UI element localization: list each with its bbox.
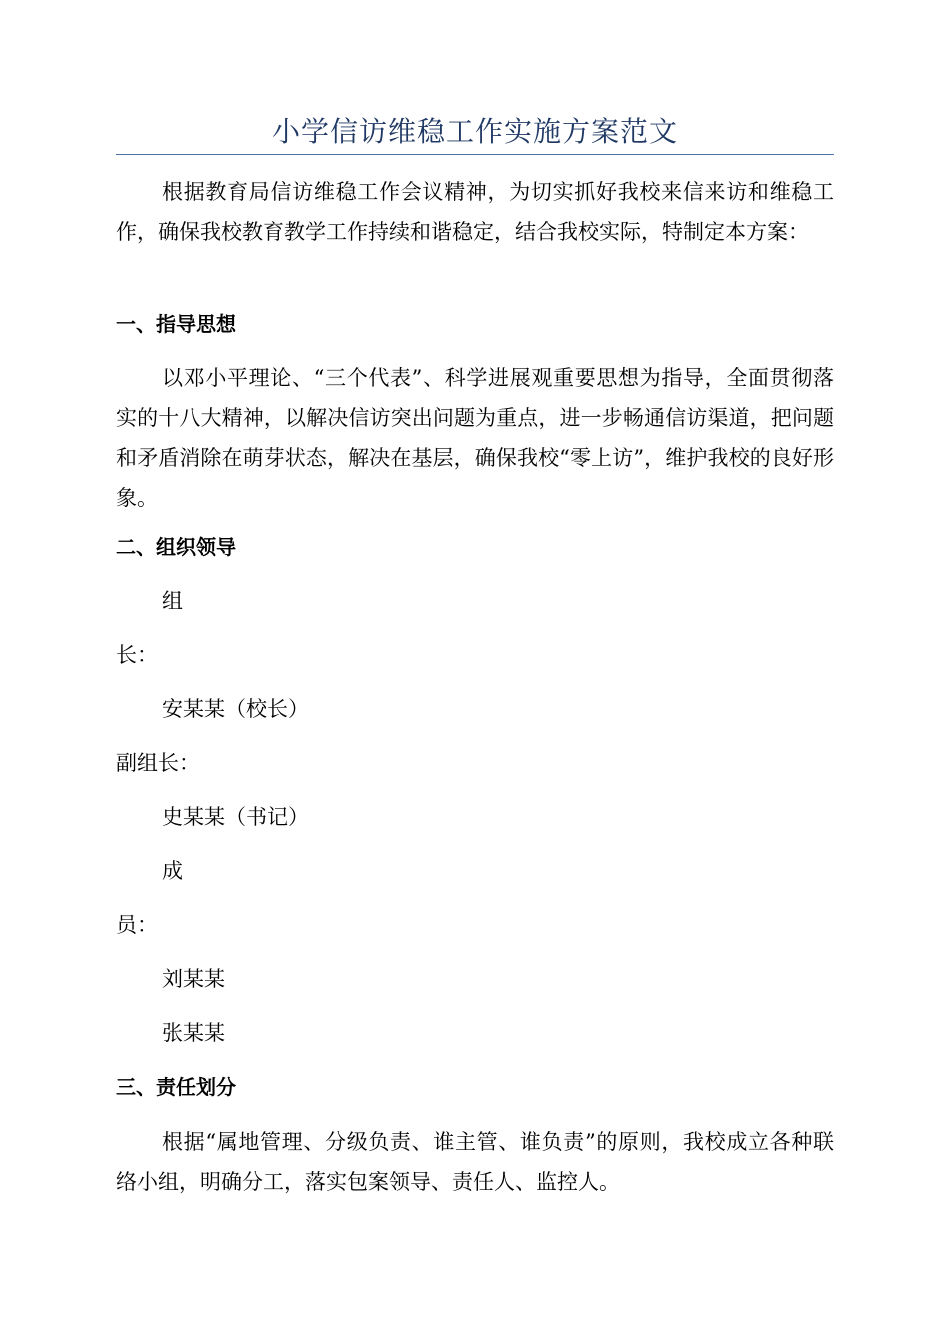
deputy-leader-name: 史某某（书记） [162,805,309,829]
section-heading-guiding-ideology: 一、指导思想 [116,312,236,336]
responsibility-paragraph: 根据“属地管理、分级负责、谁主管、谁负责”的原则，我校成立各种联络小组，明确分工，落实包案领导、责任人、监控人。 [116,1130,834,1194]
members-label-part1: 成 [162,859,183,883]
section-heading-organization: 二、组织领导 [116,535,236,559]
member-name: 张某某 [162,1021,225,1045]
title-underline [116,154,834,155]
member-name: 刘某某 [162,967,225,991]
leader-name: 安某某（校长） [162,697,309,721]
guiding-ideology-paragraph: 以邓小平理论、“三个代表”、科学进展观重要思想为指导，全面贯彻落实的十八大精神，以解决信访突出问题为重点，进一步畅通信访渠道，把问题和矛盾消除在萌芽状态，解决在基层，确保我校“零上访”，维护我校的良好形象。 [116,366,834,510]
intro-paragraph: 根据教育局信访维稳工作会议精神，为切实抓好我校来信来访和维稳工作，确保我校教育教学工作持续和谐稳定，结合我校实际，特制定本方案： [116,180,834,244]
leader-label-part1: 组 [162,589,183,613]
section-heading-responsibility: 三、责任划分 [116,1075,236,1099]
members-label-part2: 员： [116,913,158,937]
leader-label-part2: 长： [116,643,158,667]
deputy-leader-label: 副组长： [116,751,200,775]
page-title: 小学信访维稳工作实施方案范文 [271,115,678,148]
